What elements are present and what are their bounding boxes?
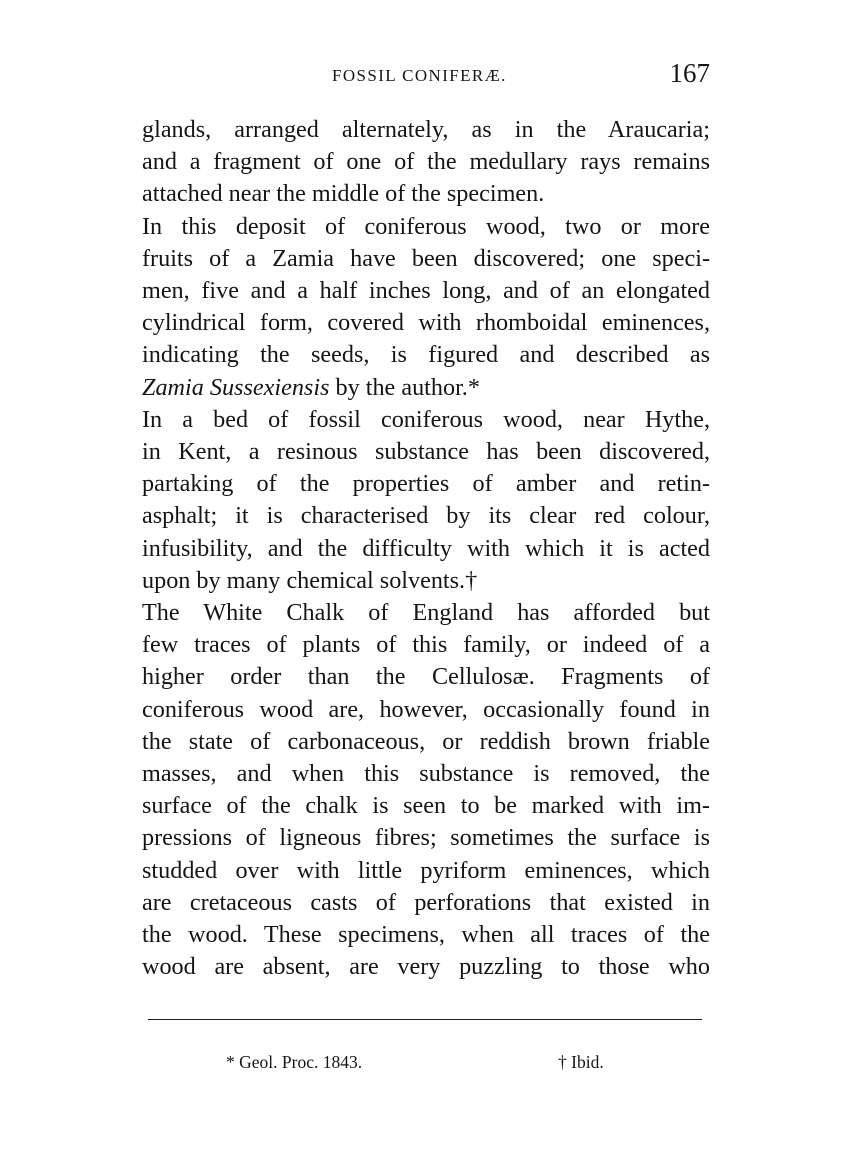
paragraph-1 — [142, 114, 710, 211]
paragraph-4 — [142, 597, 710, 983]
text-line: men, five and a half inches long, and of an elongated — [142, 277, 710, 305]
running-title: FOSSIL CONIFERÆ. — [332, 66, 507, 85]
text-line: In a bed of fossil coniferous wood, near Hythe, — [142, 405, 710, 433]
paragraph-3 — [142, 404, 710, 597]
body-text — [142, 114, 710, 983]
running-head — [142, 60, 710, 94]
text-line: higher order than the Cellulosæ. Fragments of — [142, 663, 710, 691]
page-number: 167 — [669, 58, 710, 88]
text-line: The White Chalk of England has afforded but — [142, 599, 710, 627]
book-page — [142, 60, 710, 983]
text-line — [142, 372, 710, 404]
text-line: the state of carbonaceous, or reddish brown friable — [142, 727, 710, 755]
text-line: attached near the middle of the specimen. — [142, 180, 545, 208]
text-line: masses, and when this substance is removed, the — [142, 760, 710, 788]
text-line: wood are absent, are very puzzling to those who — [142, 953, 710, 981]
text-line: and a fragment of one of the medullary rays remains — [142, 148, 710, 176]
text-line — [142, 211, 710, 243]
footnote-divider — [148, 1019, 702, 1020]
text-line-rest: by the author.* — [329, 373, 480, 401]
text-line: are cretaceous casts of perforations that existed in — [142, 888, 710, 916]
text-line: glands, arranged alternately, as in the Araucaria; — [142, 116, 710, 143]
text-line: partaking of the properties of amber and retin- — [142, 470, 710, 498]
text-line: few traces of plants of this family, or indeed of a — [142, 631, 710, 659]
text-line: fruits of a Zamia have been discovered; one speci- — [142, 244, 710, 272]
text-line: upon by many chemical solvents.† — [142, 566, 478, 594]
text-line: pressions of ligneous fibres; sometimes the surface is — [142, 824, 710, 852]
text-line: indicating the seeds, is figured and described as — [142, 341, 710, 369]
species-name: Zamia Sussexiensis — [142, 373, 330, 401]
text-line: the wood. These specimens, when all traces of the — [142, 921, 710, 949]
text-line: infusibility, and the difficulty with which it is acted — [142, 534, 710, 562]
paragraph-2 — [142, 211, 710, 404]
text-line: cylindrical form, covered with rhomboidal eminences, — [142, 309, 710, 337]
text-line: studded over with little pyriform eminences, which — [142, 856, 710, 884]
text-line-content: In this deposit of coniferous wood, two or more — [142, 212, 710, 240]
footnote-2: † Ibid. — [558, 1052, 604, 1072]
text-line: coniferous wood are, however, occasionally found in — [142, 695, 710, 723]
text-line: surface of the chalk is seen to be marked with im- — [142, 792, 710, 820]
text-line: asphalt; it is characterised by its clear red colour, — [142, 502, 710, 530]
footnote-1: * Geol. Proc. 1843. — [226, 1052, 363, 1072]
text-line: in Kent, a resinous substance has been discovered, — [142, 438, 710, 466]
